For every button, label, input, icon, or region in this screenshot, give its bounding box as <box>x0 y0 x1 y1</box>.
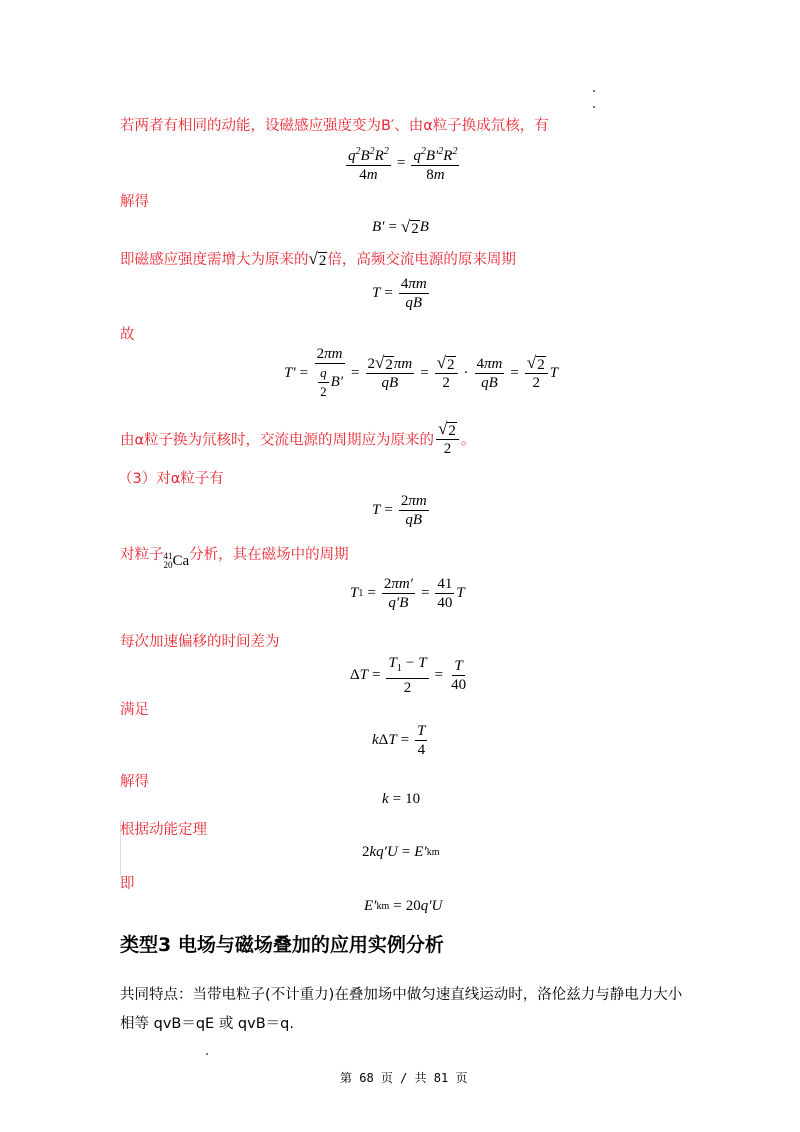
text-line-4: 故 <box>120 327 135 343</box>
sqrt-two-inline: √ 2 <box>308 249 327 269</box>
equation-delta-t: Δ T = $\frac{T_1 - T}{2}$ = $\frac{T}{40}$ <box>350 655 467 696</box>
equation-energy-result: E′ km = 20 q′U <box>364 898 443 914</box>
equation-work-energy: 2 kq′U = E′ km <box>362 844 440 860</box>
equation-t1: T 1 = $\frac{2\pi m'}{q'B}$ = $\frac{41}{40}$ T <box>350 576 465 611</box>
text-line-3 <box>120 248 516 269</box>
isotope-atomic: 20 <box>163 560 173 570</box>
text-line-5b: 。 <box>460 432 476 449</box>
text-line-2: 解得 <box>120 194 149 210</box>
section-heading: 类型3 电场与磁场叠加的应用实例分析 <box>120 934 444 956</box>
text-line-9: 满足 <box>120 702 149 718</box>
equation-period: T = $\frac{4\pi m}{qB}$ <box>372 276 427 311</box>
isotope-symbol: Ca <box>172 552 190 569</box>
equation-b-prime: B′ = √ 2 B <box>372 217 429 237</box>
text-line-12: 即 <box>120 876 135 892</box>
corner-dot-1 <box>593 90 595 92</box>
text-line-1: 若两者有相同的动能，设磁感应强度变为B′、由α粒子换成氘核，有 <box>120 118 549 134</box>
text-line-7 <box>120 543 349 570</box>
text-line-10: 解得 <box>120 774 149 790</box>
paragraph-line-2: 相等 qvB＝qE 或 qvB＝q. <box>120 1016 294 1032</box>
paragraph-line-1: 共同特点：当带电粒子(不计重力)在叠加场中做匀速直线运动时，洛伦兹力与静电力大小 <box>120 987 683 1003</box>
text-line-3b: 倍，高频交流电源的原来周期 <box>327 252 516 268</box>
text-line-5 <box>120 420 475 458</box>
text-line-6: （3）对α粒子有 <box>118 471 224 487</box>
equation-kinetic-energy: $\frac{q^2B^2R^2}{4m}$ = $\frac{q^2B'^2R^2}{8m}$ <box>344 143 461 184</box>
equation-period-alpha: T = $\frac{2\pi m}{qB}$ <box>372 493 427 528</box>
isotope-ca <box>164 552 190 570</box>
equation-k-delta-t: k Δ T = $\frac{T}{4}$ <box>372 723 426 758</box>
text-line-5a: 由α粒子换为氘核时，交流电源的周期应为原来的 <box>120 432 435 449</box>
bottom-dot <box>206 1053 208 1055</box>
text-line-11: 根据动能定理 <box>120 822 207 838</box>
text-line-7b: 分析，其在磁场中的周期 <box>189 547 349 563</box>
sqrt2-over-2-inline: √ 2 2 <box>436 420 459 458</box>
isotope-mass: 41 <box>163 551 173 561</box>
text-line-3a: 即磁感应强度需增大为原来的 <box>120 252 309 268</box>
page-footer: 第 68 页 / 共 81 页 <box>340 1071 468 1085</box>
text-line-8: 每次加速偏移的时间差为 <box>120 634 280 650</box>
equation-t-prime: T′ = 2πm $\frac{q}{2}$ B′ = 2 √ 2 πm qB = √ 2 2 · $\frac{4\pi m}{qB}$ = √ 2 2 T <box>284 346 559 399</box>
corner-dot-2 <box>593 106 595 108</box>
text-line-7a: 对粒子 <box>120 547 164 563</box>
equation-k-value: k = 10 <box>382 791 421 807</box>
